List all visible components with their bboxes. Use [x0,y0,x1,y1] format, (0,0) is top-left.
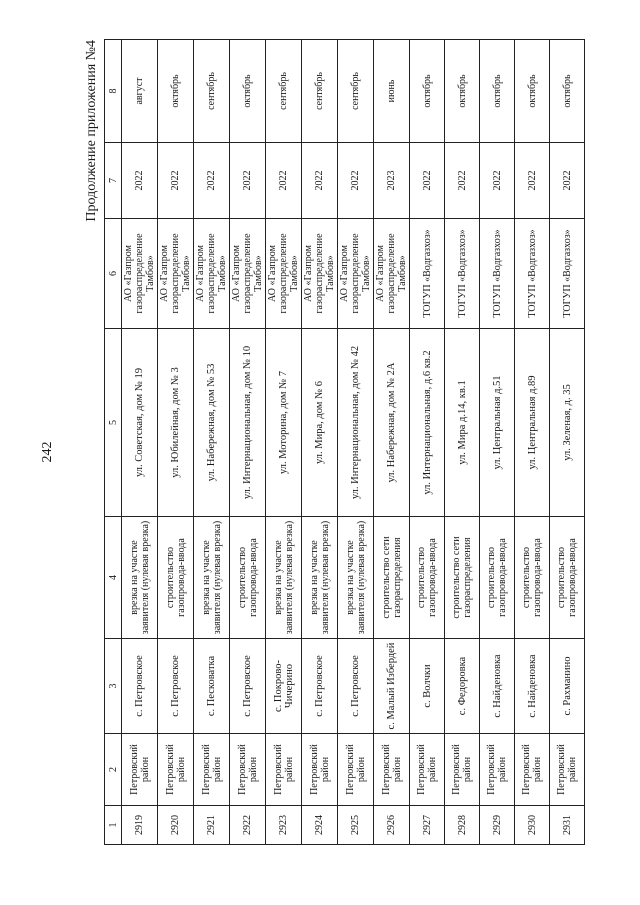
month-cell: октябрь [480,40,515,143]
organization-cell: АО «Газпром газораспределение Тамбов» [338,219,374,329]
district-cell: Петровский район [445,734,480,806]
row-number: 2929 [480,806,515,845]
settlement-cell: с. Волчки [410,639,445,734]
table-row [158,40,194,845]
settlement-cell: с. Петровское [122,639,158,734]
settlement-cell: с. Петровское [158,639,194,734]
work-type-cell: строительство газопровода-ввода [158,517,194,639]
column-header: 7 [105,143,122,219]
month-cell: сентябрь [266,40,302,143]
year-cell: 2022 [158,143,194,219]
work-type-cell: строительство сети газораспределения [374,517,410,639]
organization-cell: ТОГУП «Водгазхоз» [480,219,515,329]
table-row [194,40,230,845]
appendix-title: Продолжение приложения №4 [84,40,99,222]
table-row [515,40,550,845]
page-number: 242 [40,441,55,463]
month-cell: октябрь [410,40,445,143]
header-row [105,40,122,845]
district-cell: Петровский район [550,734,585,806]
year-cell: 2022 [194,143,230,219]
table-row [338,40,374,845]
district-cell: Петровский район [515,734,550,806]
work-type-cell: строительство газопровода-ввода [230,517,266,639]
district-cell: Петровский район [374,734,410,806]
table-row [445,40,480,845]
table-row [410,40,445,845]
work-type-cell: врезка на участке заявителя (нулевая врезка) [266,517,302,639]
settlement-cell: с. Найденовка [515,639,550,734]
year-cell: 2022 [515,143,550,219]
row-number: 2927 [410,806,445,845]
table-row [230,40,266,845]
work-type-cell: строительство газопровода-ввода [550,517,585,639]
column-header: 3 [105,639,122,734]
organization-cell: АО «Газпром газораспределение Тамбов» [122,219,158,329]
row-number: 2931 [550,806,585,845]
address-cell: ул. Юбилейная, дом № 3 [158,329,194,517]
table-row [122,40,158,845]
district-cell: Петровский район [410,734,445,806]
address-cell: ул. Зеленая, д. 35 [550,329,585,517]
organization-cell: АО «Газпром газораспределение Тамбов» [266,219,302,329]
column-header: 5 [105,329,122,517]
row-number: 2926 [374,806,410,845]
organization-cell: АО «Газпром газораспределение Тамбов» [230,219,266,329]
settlement-cell: с. Песковатка [194,639,230,734]
year-cell: 2022 [410,143,445,219]
address-cell: ул. Набережная, дом № 2А [374,329,410,517]
work-type-cell: строительство газопровода-ввода [410,517,445,639]
district-cell: Петровский район [158,734,194,806]
address-cell: ул. Моторина, дом № 7 [266,329,302,517]
work-type-cell: врезка на участке заявителя (нулевая врезка) [302,517,338,639]
address-cell: ул. Интернациональная, дом № 10 [230,329,266,517]
row-number: 2923 [266,806,302,845]
organization-cell: ТОГУП «Водгазхоз» [445,219,480,329]
rotated-page-content [80,40,580,845]
settlement-cell: с. Петровское [338,639,374,734]
row-number: 2928 [445,806,480,845]
row-number: 2930 [515,806,550,845]
address-cell: ул. Центральная д.89 [515,329,550,517]
column-header: 1 [105,806,122,845]
settlement-cell: с. Рахманино [550,639,585,734]
organization-cell: ТОГУП «Водгазхоз» [550,219,585,329]
work-type-cell: строительство газопровода-ввода [515,517,550,639]
address-cell: ул. Интернациональная, дом № 42 [338,329,374,517]
month-cell: июнь [374,40,410,143]
organization-cell: ТОГУП «Водгазхоз» [410,219,445,329]
work-type-cell: врезка на участке заявителя (нулевая врезка) [194,517,230,639]
district-cell: Петровский район [480,734,515,806]
row-number: 2919 [122,806,158,845]
address-cell: ул. Советская, дом № 19 [122,329,158,517]
address-cell: ул. Набережная, дом № 53 [194,329,230,517]
organization-cell: АО «Газпром газораспределение Тамбов» [158,219,194,329]
table-row [302,40,338,845]
row-number: 2920 [158,806,194,845]
settlement-cell: с. Малый Избердей [374,639,410,734]
row-number: 2921 [194,806,230,845]
month-cell: октябрь [445,40,480,143]
address-cell: ул. Мира д.14, кв.1 [445,329,480,517]
table-row [550,40,585,845]
year-cell: 2022 [122,143,158,219]
settlement-cell: с. Покрово-Чичерино [266,639,302,734]
organization-cell: АО «Газпром газораспределение Тамбов» [302,219,338,329]
settlement-cell: с. Петровское [302,639,338,734]
organization-cell: АО «Газпром газораспределение Тамбов» [374,219,410,329]
year-cell: 2022 [445,143,480,219]
address-cell: ул. Интернациональная, д.6 кв.2 [410,329,445,517]
table-row [374,40,410,845]
month-cell: сентябрь [338,40,374,143]
month-cell: сентябрь [194,40,230,143]
year-cell: 2022 [338,143,374,219]
month-cell: октябрь [158,40,194,143]
district-cell: Петровский район [122,734,158,806]
month-cell: октябрь [515,40,550,143]
table-row [266,40,302,845]
row-number: 2925 [338,806,374,845]
column-header: 4 [105,517,122,639]
column-header: 6 [105,219,122,329]
month-cell: октябрь [550,40,585,143]
year-cell: 2022 [230,143,266,219]
settlement-cell: с. Найденовка [480,639,515,734]
column-header: 2 [105,734,122,806]
work-type-cell: строительство газопровода-ввода [480,517,515,639]
work-type-cell: врезка на участке заявителя (нулевая врезка) [338,517,374,639]
district-cell: Петровский район [194,734,230,806]
month-cell: октябрь [230,40,266,143]
address-cell: ул. Центральная д.51 [480,329,515,517]
year-cell: 2022 [302,143,338,219]
month-cell: сентябрь [302,40,338,143]
district-cell: Петровский район [338,734,374,806]
organization-cell: АО «Газпром газораспределение Тамбов» [194,219,230,329]
year-cell: 2022 [480,143,515,219]
organization-cell: ТОГУП «Водгазхоз» [515,219,550,329]
year-cell: 2022 [550,143,585,219]
year-cell: 2023 [374,143,410,219]
column-header: 8 [105,40,122,143]
table-row [480,40,515,845]
row-number: 2922 [230,806,266,845]
work-type-cell: строительство сети газораспределения [445,517,480,639]
settlement-cell: с. Федоровка [445,639,480,734]
month-cell: август [122,40,158,143]
address-cell: ул. Мира, дом № 6 [302,329,338,517]
district-cell: Петровский район [230,734,266,806]
district-cell: Петровский район [266,734,302,806]
year-cell: 2022 [266,143,302,219]
row-number: 2924 [302,806,338,845]
district-cell: Петровский район [302,734,338,806]
settlement-cell: с. Петровское [230,639,266,734]
gasification-table [104,39,585,845]
work-type-cell: врезка на участке заявителя (нулевая врезка) [122,517,158,639]
table-body [122,40,585,845]
